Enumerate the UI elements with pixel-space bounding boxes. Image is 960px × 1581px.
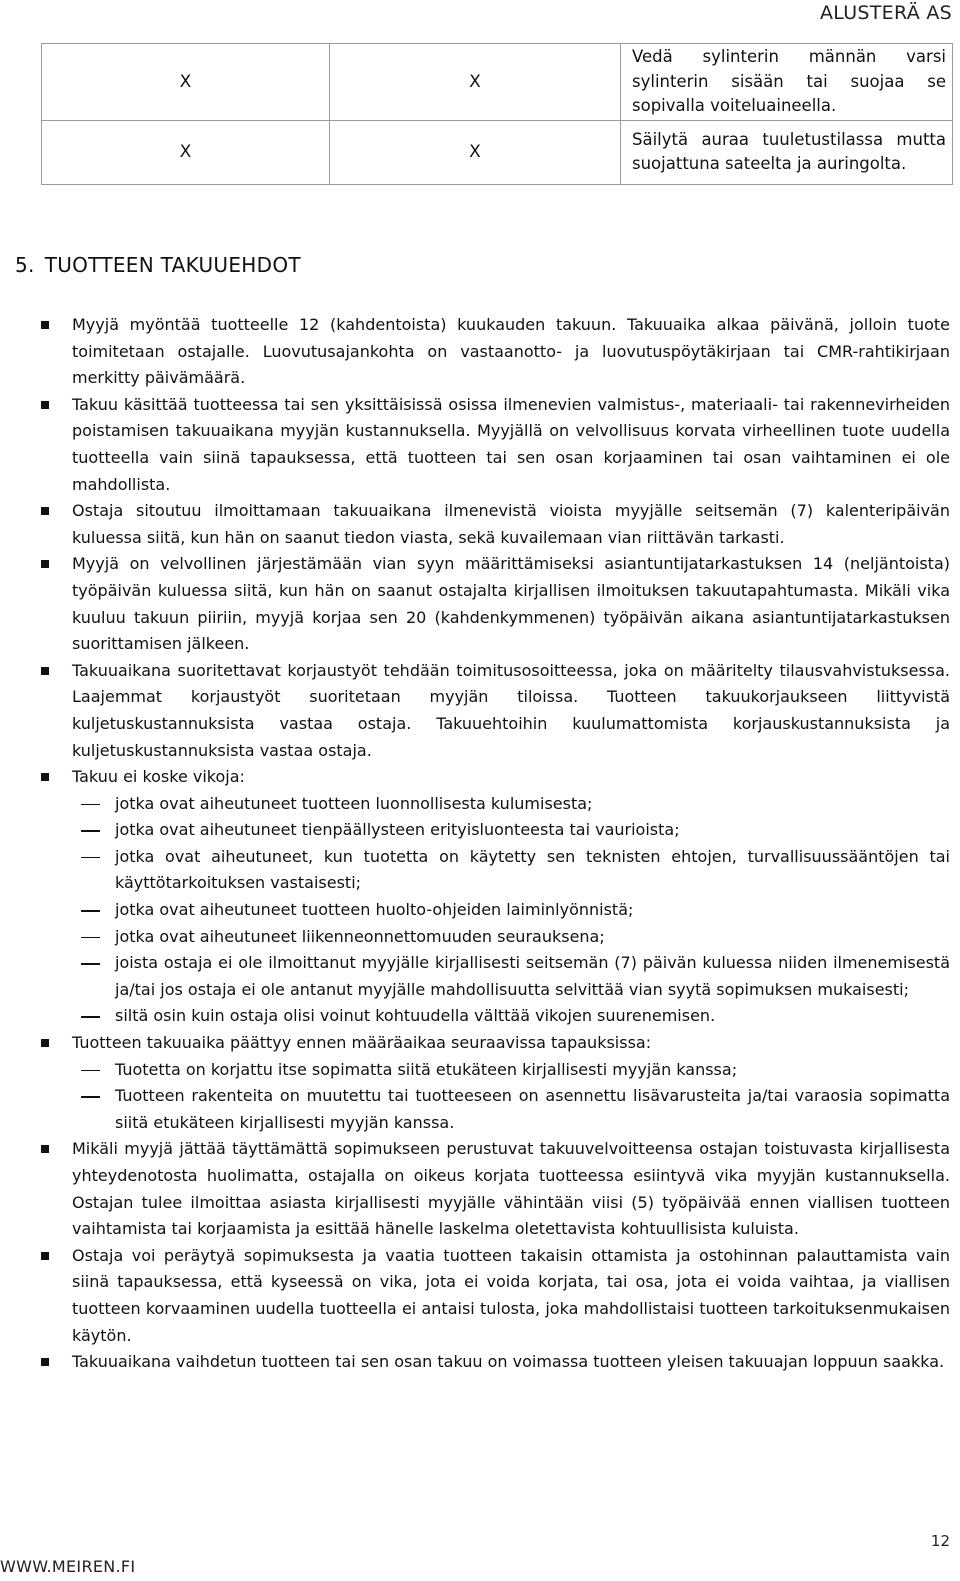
sub-list-item <box>12 1057 950 1084</box>
bullet-square-icon <box>41 1252 49 1260</box>
list-item <box>12 1243 950 1349</box>
list-item <box>12 551 950 657</box>
sub-list-item-text: jotka ovat aiheutuneet liikenneonnettomuuden seurauksena; <box>115 926 605 946</box>
dash-icon <box>81 857 100 859</box>
sub-list-item <box>12 844 950 897</box>
dash-icon <box>81 804 100 806</box>
list-item-text: Takuu ei koske vikoja: <box>72 767 245 787</box>
bullet-square-icon <box>41 773 49 781</box>
bullet-square-icon <box>41 507 49 515</box>
bullet-square-icon <box>41 321 49 329</box>
sub-list-item <box>12 1083 950 1136</box>
list-item-text: Ostaja sitoutuu ilmoittamaan takuuaikana ilmenevistä vioista myyjälle seitsemän (7) kalenteripäivän kuluessa siitä, kun hän on saanut tiedon viasta, sekä kuvailemaan vian riittävän tarkasti. <box>72 501 950 547</box>
list-item <box>12 312 950 392</box>
sub-list-item <box>12 817 950 844</box>
maintenance-table <box>41 43 953 185</box>
dash-icon <box>81 1070 100 1072</box>
sub-list-item-text: joista ostaja ei ole ilmoittanut myyjälle kirjallisesti seitsemän (7) päivän kuluessa niiden ilmenemisestä ja/tai jos ostaja ei ole antanut myyjälle mahdollisuutta selvittää vian syytä sopimuksen mukaisesti; <box>115 953 950 999</box>
table-cell-x: X <box>330 120 621 184</box>
table-cell-x: X <box>42 120 330 184</box>
table-cell-description <box>621 120 953 184</box>
dash-icon <box>81 830 100 832</box>
bullet-square-icon <box>41 401 49 409</box>
list-item <box>12 1349 950 1376</box>
list-item-text: Takuu käsittää tuotteessa tai sen yksittäisissä osissa ilmenevien valmistus-, materiaali- tai rakennevirheiden poistamisen takuuaikana myyjän kustannuksella. Myyjällä on velvollisuus korvata virheellinen tuote uudella tuotteella vain siinä tapauksessa, että tuotteen tai sen osan korjaaminen tai osan vaihtaminen ei ole mahdollista. <box>72 394 950 494</box>
table-cell-description <box>621 44 953 121</box>
table-cell-x: X <box>330 44 621 121</box>
sub-list-item-text: Tuotetta on korjattu itse sopimatta siitä etukäteen kirjallisesti myyjän kanssa; <box>115 1059 738 1079</box>
row-description: Säilytä auraa tuuletustilassa mutta suojattuna sateelta ja auringolta. <box>632 129 946 173</box>
sub-list-item-text: siltä osin kuin ostaja olisi voinut kohtuudella välttää vikojen suurenemisen. <box>115 1006 716 1026</box>
list-item <box>12 392 950 498</box>
sub-list-item-text: Tuotteen rakenteita on muutettu tai tuotteeseen on asennettu lisävarusteita ja/tai varaosia sopimatta siitä etukäteen kirjallisesti myyjän kanssa. <box>115 1086 950 1132</box>
sub-list-item <box>12 1003 950 1030</box>
sub-list-item-text: jotka ovat aiheutuneet tienpäällysteen erityisluonteesta tai vaurioista; <box>115 820 680 840</box>
bullet-square-icon <box>41 560 49 568</box>
dash-icon <box>81 937 100 939</box>
warranty-terms <box>12 312 950 1376</box>
table-row <box>42 44 953 121</box>
list-item <box>12 658 950 764</box>
list-item-text: Ostaja voi peräytyä sopimuksesta ja vaatia tuotteen takaisin ottamista ja ostohinnan palauttamista vain siinä tapauksessa, että kyseessä on vika, jota ei voida korjata, tai osa, jota ei voida vaihtaa, ja viallisen tuotteen korvaaminen uudella tuotteella ei antaisi tulosta, joka mahdollistaisi tuotteen tarkoituksenmukaisen käytön. <box>72 1245 950 1345</box>
table-cell-x: X <box>42 44 330 121</box>
footer-url[interactable]: WWW.MEIREN.FI <box>0 1557 136 1576</box>
bullet-square-icon <box>41 667 49 675</box>
dash-icon <box>81 1096 100 1098</box>
list-item <box>12 1030 950 1057</box>
section-heading <box>15 253 301 277</box>
table-row <box>42 120 953 184</box>
section-title: TUOTTEEN TAKUUEHDOT <box>44 253 301 277</box>
list-item-text: Myyjä on velvollinen järjestämään vian syyn määrittämiseksi asiantuntijatarkastuksen 14 (neljäntoista) työpäivän kuluessa siitä, kun hän on saanut ostajalta kirjallisen ilmoituksen takuutapahtumasta. Mikäli vika kuuluu takuun piiriin, myyjä korjaa sen 20 (kahdenkymmenen) työpäivän aikana asiantuntijatarkastuksen suorittamisen jälkeen. <box>72 554 950 654</box>
list-item-text: Mikäli myyjä jättää täyttämättä sopimukseen perustuvat takuuvelvoitteensa ostajan toistuvasta kirjallisesta yhteydenotosta huolimatta, ostajalla on oikeus korjata tuotteessa esiintyvä vika myyjän kustannuksella. Ostajan tulee ilmoittaa asiasta kirjallisesti myyjälle vähintään viisi (5) työpäivää ennen viallisen tuotteen vaihtamista tai korjaamista ja esittää hänelle laskelma oletettavista kohtuullisista kuluista. <box>72 1139 950 1239</box>
sub-list-item <box>12 897 950 924</box>
list-item <box>12 498 950 551</box>
bullet-square-icon <box>41 1039 49 1047</box>
sub-list-item <box>12 924 950 951</box>
sub-list-item-text: jotka ovat aiheutuneet tuotteen luonnollisesta kulumisesta; <box>115 793 593 813</box>
list-item-text: Myyjä myöntää tuotteelle 12 (kahdentoista) kuukauden takuun. Takuuaika alkaa päivänä, jolloin tuote toimitetaan ostajalle. Luovutusajankohta on vastaanotto- ja luovutuspöytäkirjaan tai CMR-rahtikirjaan merkitty päivämäärä. <box>72 315 950 388</box>
dash-icon <box>81 963 100 965</box>
dash-icon <box>81 1016 100 1018</box>
sub-list-item <box>12 950 950 1003</box>
dash-icon <box>81 910 100 912</box>
list-item <box>12 1136 950 1242</box>
header-brand: ALUSTERÄ AS <box>819 2 952 24</box>
bullet-square-icon <box>41 1145 49 1153</box>
list-item-text: Tuotteen takuuaika päättyy ennen määräaikaa seuraavissa tapauksissa: <box>72 1033 652 1053</box>
sub-list-item-text: jotka ovat aiheutuneet tuotteen huolto-ohjeiden laiminlyönnistä; <box>115 900 634 920</box>
page-number: 12 <box>930 1532 950 1550</box>
row-description: Vedä sylinterin männän varsi sylinterin sisään tai suojaa se sopivalla voiteluaineella. <box>632 47 946 115</box>
section-number: 5. <box>15 253 35 277</box>
bullet-square-icon <box>41 1358 49 1366</box>
sub-list-item <box>12 791 950 818</box>
list-item <box>12 764 950 791</box>
list-item-text: Takuuaikana vaihdetun tuotteen tai sen osan takuu on voimassa tuotteen yleisen takuuajan loppuun saakka. <box>72 1352 945 1372</box>
sub-list-item-text: jotka ovat aiheutuneet, kun tuotetta on käytetty sen teknisten ehtojen, turvallisuussääntöjen tai käyttötarkoituksen vastaisesti; <box>115 846 950 893</box>
list-item-text: Takuuaikana suoritettavat korjaustyöt tehdään toimitusosoitteessa, joka on määritelty tilausvahvistuksessa. Laajemmat korjaustyöt suoritetaan myyjän tiloissa. Tuotteen takuukorjaukseen liittyvistä kuljetuskustannuksista vastaa ostaja. Takuuehtoihin kuulumattomista korjauskustannuksista ja kuljetuskustannuksista vastaa ostaja. <box>72 660 950 760</box>
